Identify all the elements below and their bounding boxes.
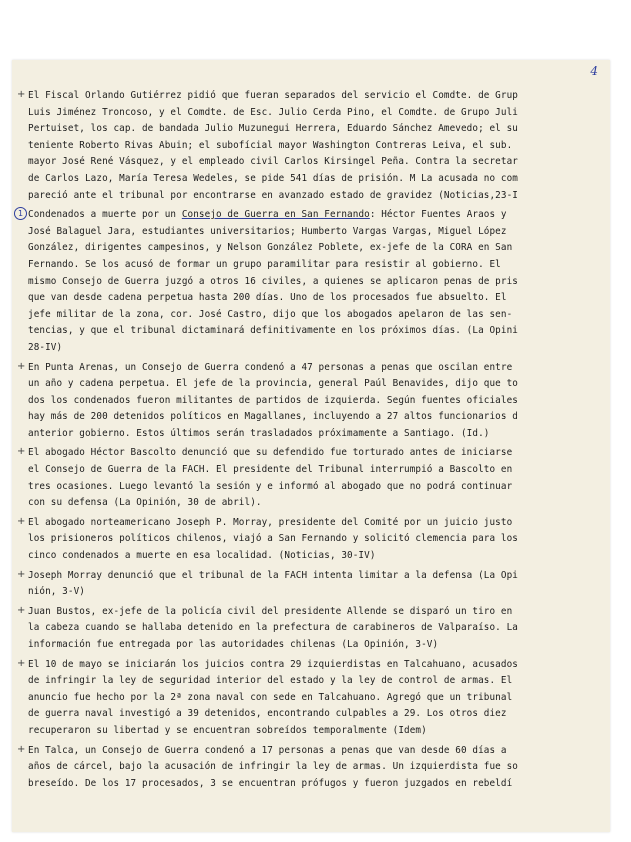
entry-line: El Fiscal Orlando Gutiérrez pidió que fueran separados del servicio el Comdte. de Grup [28, 90, 518, 101]
entry-line: El 10 de mayo se iniciarán los juicios contra 29 izquierdistas en Talcahuano, acusados [28, 658, 518, 670]
entry-line: un año y cadena perpetua. El jefe de la provincia, general Paúl Benavides, dijo que to [28, 378, 518, 390]
entry-line: que van desde cadena perpetua hasta 200 días. Uno de los procesados fue absuelto. El [28, 292, 507, 304]
entry-line: anuncio fue hecho por la 2ª zona naval con sede en Talcahuano. Agregó que un tribunal [28, 691, 513, 703]
entry-line: anterior gobierno. Estos últimos serán trasladados próximamente a Santiago. (Id.) [28, 427, 490, 439]
entry-line: el Consejo de Guerra de la FACH. El presidente del Tribunal interrumpió a Bascolto en [28, 464, 513, 476]
entry-line: información fue entregada por las autoridades chilenas (La Opinión, 3-V) [28, 639, 439, 650]
entry-line: Condenados a muerte por un Consejo de Guerra en San Fernando: Héctor Fuentes Araos y [28, 209, 507, 221]
entry-line: jefe militar de la zona, cor. José Castro, dijo que los abogados apelaron de las sen- [28, 308, 513, 320]
news-entry [17, 568, 610, 601]
entry-line: los prisioneros políticos chilenos, viajó a San Fernando y solicitó clemencia para los [28, 533, 518, 545]
entry-line: Pertuiset, los cap. de bandada Julio Muzunegui Herrera, Eduardo Sánchez Amevedo; el su [28, 123, 518, 135]
plus-marker-icon: + [17, 360, 26, 372]
plus-marker-icon: + [17, 89, 26, 100]
news-entry [17, 445, 610, 511]
plus-marker-icon: + [17, 743, 26, 755]
entry-line: Fernando. Se los acusó de formar un grupo paramilitar para resistir al gobierno. El [28, 258, 501, 270]
plus-marker-icon: + [17, 446, 26, 458]
news-entry [17, 207, 610, 356]
handwritten-underline: Consejo de Guerra en San Fernando [181, 209, 370, 221]
plus-marker-icon: + [17, 604, 26, 616]
news-entry [17, 657, 610, 740]
entry-line: El abogado Héctor Bascolto denunció que su defendido fue torturado antes de iniciarse [28, 447, 513, 459]
entry-line: tencias, y que el tribunal dictaminará definitivamente en los próximos días. (La Opini [28, 325, 518, 337]
entry-line: hay más de 200 detenidos políticos en Magallanes, incluyendo a 27 altos funcionarios d [28, 411, 518, 423]
entry-line: González, dirigentes campesinos, y Nelson González Poblete, ex-jefe de la CORA en San [28, 242, 513, 254]
plus-marker-icon: + [17, 515, 26, 527]
entry-line: nión, 3-V) [28, 586, 85, 598]
entry-line: José Balaguel Jara, estudiantes universitarios; Humberto Vargas Vargas, Miguel López [28, 225, 507, 237]
entry-line: con su defensa (La Opinión, 30 de abril). [28, 497, 262, 509]
entry-line: Joseph Morray denunció que el tribunal de la FACH intenta limitar a la defensa (La Opi [28, 569, 518, 581]
entry-line: Juan Bustos, ex-jefe de la policía civil del presidente Allende se disparó un tiro en [28, 605, 513, 617]
entry-line: pareció ante el tribunal por encontrarse en avanzado estado de gravidez (Noticias,23-I [28, 189, 518, 201]
entry-line: tres ocasiones. Luego levantó la sesión y e informó al abogado que no podrá continuar [28, 480, 513, 492]
entry-line: El abogado norteamericano Joseph P. Morray, presidente del Comité por un juicio justo [28, 516, 513, 528]
entry-line: 28-IV) [28, 341, 63, 353]
plus-marker-icon: + [17, 568, 26, 580]
entry-line: En Talca, un Consejo de Guerra condenó a 17 personas a penas que van desde 60 días a [28, 744, 507, 756]
circled-number-marker: 1 [14, 207, 27, 220]
entry-line: cinco condenados a muerte en esa localidad. (Noticias, 30-IV) [28, 550, 376, 562]
entry-line: de Carlos Lazo, María Teresa Wedeles, se pide 541 días de prisión. M La acusada no com [28, 172, 518, 184]
typewritten-sheet [12, 60, 610, 832]
news-entry [17, 743, 610, 793]
entry-line: En Punta Arenas, un Consejo de Guerra condenó a 47 personas a penas que oscilan entre [28, 361, 513, 373]
news-entry [17, 360, 610, 443]
entry-line: mayor José René Vásquez, y el empleado civil Carlos Kirsingel Peña. Contra la secretar [28, 156, 518, 168]
entry-line: Luis Jiménez Troncoso, y el Comdte. de Esc. Julio Cerda Pino, el Comdte. de Grupo Juli [28, 106, 518, 118]
entry-line: recuperaron su libertad y se encuentran sobreídos temporalmente (Idem) [28, 724, 427, 736]
entry-line: mismo Consejo de Guerra juzgó a otros 16 civiles, a quienes se aplicaron penas de pris [28, 275, 518, 287]
entry-line: breseído. De los 17 procesados, 3 se encuentran prófugos y fueron juzgados en rebeldí [28, 777, 513, 789]
entries-list [17, 88, 610, 795]
entry-line: años de cárcel, bajo la acusación de infringir la ley de armas. Un izquierdista fue so [28, 761, 518, 773]
entry-line: de infringir la ley de seguridad interior del estado y la ley de control de armas. El [28, 675, 513, 687]
entry-line: de guerra naval investigó a 39 detenidos, encontrando culpables a 29. Los otros diez [28, 708, 507, 720]
news-entry [17, 515, 610, 565]
news-entry [17, 604, 610, 654]
page-number: 4 [590, 64, 598, 78]
entry-line: la cabeza cuando se hallaba detenido en la prefectura de carabineros de Valparaíso. La [28, 622, 518, 634]
plus-marker-icon: + [17, 657, 26, 669]
news-entry [17, 88, 610, 204]
entry-line: teniente Roberto Rivas Abuin; el subofícial mayor Washington Contreras Leiva, el sub. [28, 139, 513, 151]
entry-line: dos los condenados fueron militantes de partidos de izquierda. Según fuentes oficiales [28, 394, 518, 406]
